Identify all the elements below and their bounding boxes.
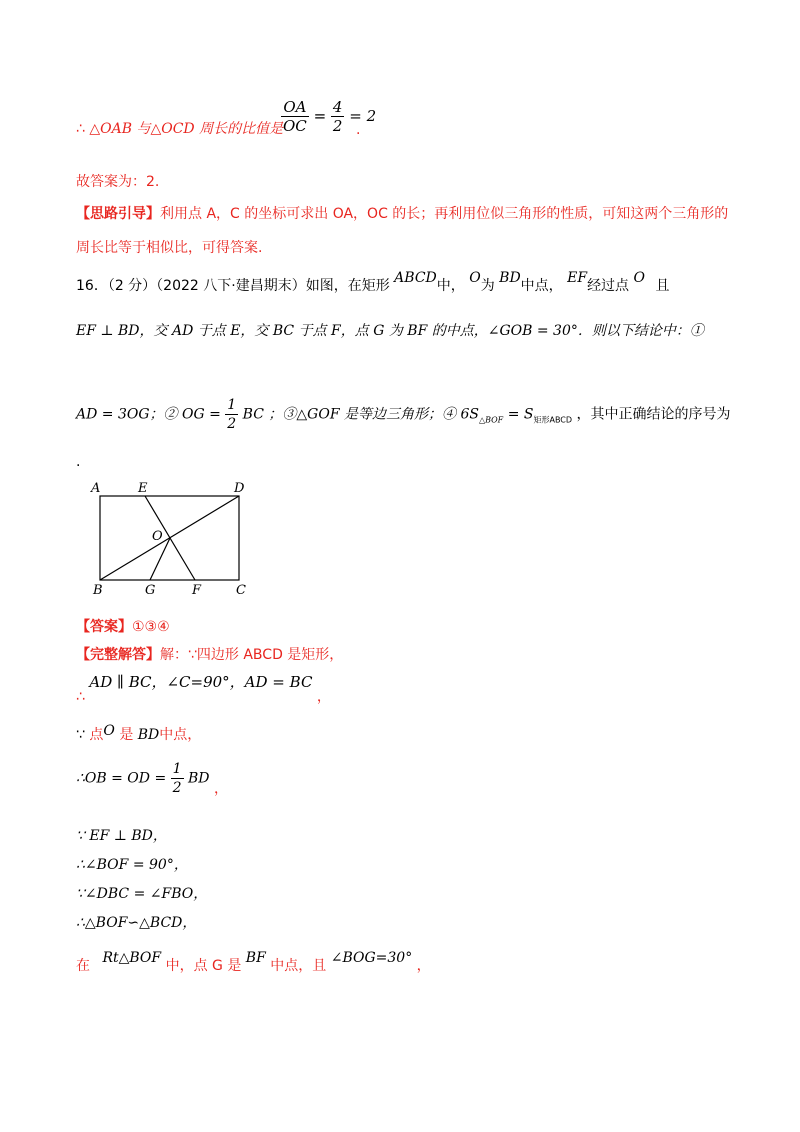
conclusion-text: △OAB 与△OCD 周长的比值是 — [89, 121, 284, 137]
q-mid4: 经过点 — [587, 278, 630, 294]
step-3-fraction — [171, 760, 184, 797]
q3-c: ，其中正确结论的序号为 — [576, 406, 731, 423]
full-label: 【完整解答】 — [76, 647, 160, 663]
step-8-angle: ∠BOG=30° — [330, 950, 413, 966]
question-line-3 — [76, 396, 731, 433]
six-s-sub: △BOF — [478, 415, 504, 425]
step-7: ∴△BOF∽△BCD， — [76, 915, 197, 931]
step-3-rhs: BD — [188, 770, 210, 787]
step-8-b: 中，点 G 是 — [165, 958, 242, 974]
ratio-result: = 2 — [349, 107, 377, 125]
step-1-text: AD ∥ BC，∠C=90°，AD = BC — [89, 673, 313, 691]
ratio-fraction-2 — [331, 98, 345, 135]
bd-label: BD — [499, 270, 521, 286]
q-mid1: 中， — [436, 278, 465, 294]
eq-s: = S — [507, 406, 534, 423]
step-8-c: 中点，且 — [270, 958, 327, 974]
conclusion-line — [76, 119, 283, 139]
og-lhs: OG = — [182, 406, 221, 423]
step-2-bd: BD — [137, 727, 160, 743]
o-point: O — [469, 270, 481, 286]
step-1-prefix: ∴ — [76, 689, 85, 705]
hint-text-2: 周长比等于相似比，可得答案. — [76, 240, 263, 256]
rectangle-figure — [88, 478, 268, 602]
ratio-num2: 4 — [332, 98, 343, 116]
ratio-end: . — [356, 122, 361, 138]
ratio-formula — [281, 98, 376, 135]
step-1-end: ， — [316, 689, 331, 705]
step-3-lhs: ∴OB = OD = — [76, 770, 167, 787]
step-8 — [76, 948, 431, 974]
trailing-dot: . — [76, 454, 81, 470]
og-den: 2 — [227, 416, 237, 432]
therefore-symbol: ∴ — [76, 121, 85, 137]
ef-label: EF — [567, 270, 588, 286]
step-4: ∵ EF ⊥ BD， — [76, 828, 167, 844]
question-line-2-text: EF ⊥ BD，交 AD 于点 E，交 BC 于点 F，点 G 为 BF 的中点，∠GOB = 30°．则以下结论中：① — [76, 323, 704, 339]
answer-line: 故答案为：2. — [76, 174, 160, 190]
full-solution-row — [76, 645, 343, 665]
step-3-den: 2 — [172, 780, 182, 796]
ratio-num: OA — [281, 98, 309, 117]
step-3 — [76, 760, 228, 797]
q-mid2: 为 — [480, 278, 495, 294]
six-s: 6S — [460, 406, 479, 423]
label-C: C — [236, 583, 246, 598]
rect-name: ABCD — [394, 270, 437, 286]
step-8-rt: Rt△BOF — [102, 950, 162, 966]
answer-value: ①③④ — [132, 619, 170, 635]
step-2-o: O — [103, 723, 115, 739]
og-num: 1 — [227, 397, 237, 413]
step-2-a: 点 — [89, 727, 104, 743]
ratio-den: OC — [283, 117, 307, 135]
label-D: D — [234, 481, 245, 496]
step-2-b: 是 — [119, 727, 134, 743]
hint-label: 【思路引导】 — [76, 206, 160, 222]
step-8-a: 在 — [76, 958, 90, 974]
label-F: F — [192, 583, 202, 598]
step-3-num: 1 — [172, 761, 182, 777]
label-E: E — [138, 481, 148, 496]
full-intro: 解：∵四边形 ABCD 是矩形， — [160, 647, 344, 663]
label-A: A — [91, 481, 101, 496]
step-1 — [76, 672, 331, 705]
label-B: B — [93, 583, 103, 598]
step-2-prefix: ∵ — [76, 727, 85, 743]
q3-b: ；③△GOF 是等边三角形；④ — [268, 406, 456, 423]
hint-text-1: 利用点 A，C 的坐标可求出 OA，OC 的长；再利用位似三角形的性质，可知这两个三角形的 — [160, 206, 729, 222]
s-sub: 矩形ABCD — [533, 415, 573, 425]
step-8-end: ， — [416, 958, 431, 974]
og-fraction — [225, 396, 238, 433]
ratio-fraction-1 — [281, 98, 309, 135]
label-G: G — [145, 583, 156, 598]
q3-a: AD = 3OG；② — [76, 406, 178, 423]
question-line-2 — [76, 321, 704, 341]
question-line-1 — [76, 270, 670, 296]
step-2-c: 中点， — [159, 727, 202, 743]
answer-row — [76, 617, 170, 637]
step-3-end: ， — [213, 780, 228, 797]
hint-line-1 — [76, 204, 728, 224]
label-O: O — [152, 529, 163, 544]
q-mid5: 且 — [655, 278, 670, 294]
step-2 — [76, 725, 201, 745]
step-8-bf: BF — [245, 950, 266, 966]
step-6: ∵∠DBC = ∠FBO， — [76, 886, 208, 902]
o-point-2: O — [633, 270, 645, 286]
question-number: 16．（2 分）（2022 八下·建昌期末）如图，在矩形 — [76, 278, 390, 294]
step-5: ∴∠BOF = 90°， — [76, 857, 188, 873]
answer-label: 【答案】 — [76, 619, 132, 635]
ratio-eq: = — [313, 107, 327, 125]
ratio-den2: 2 — [332, 117, 343, 135]
og-rhs: BC — [242, 406, 264, 423]
q-mid3: 中点， — [520, 278, 563, 294]
